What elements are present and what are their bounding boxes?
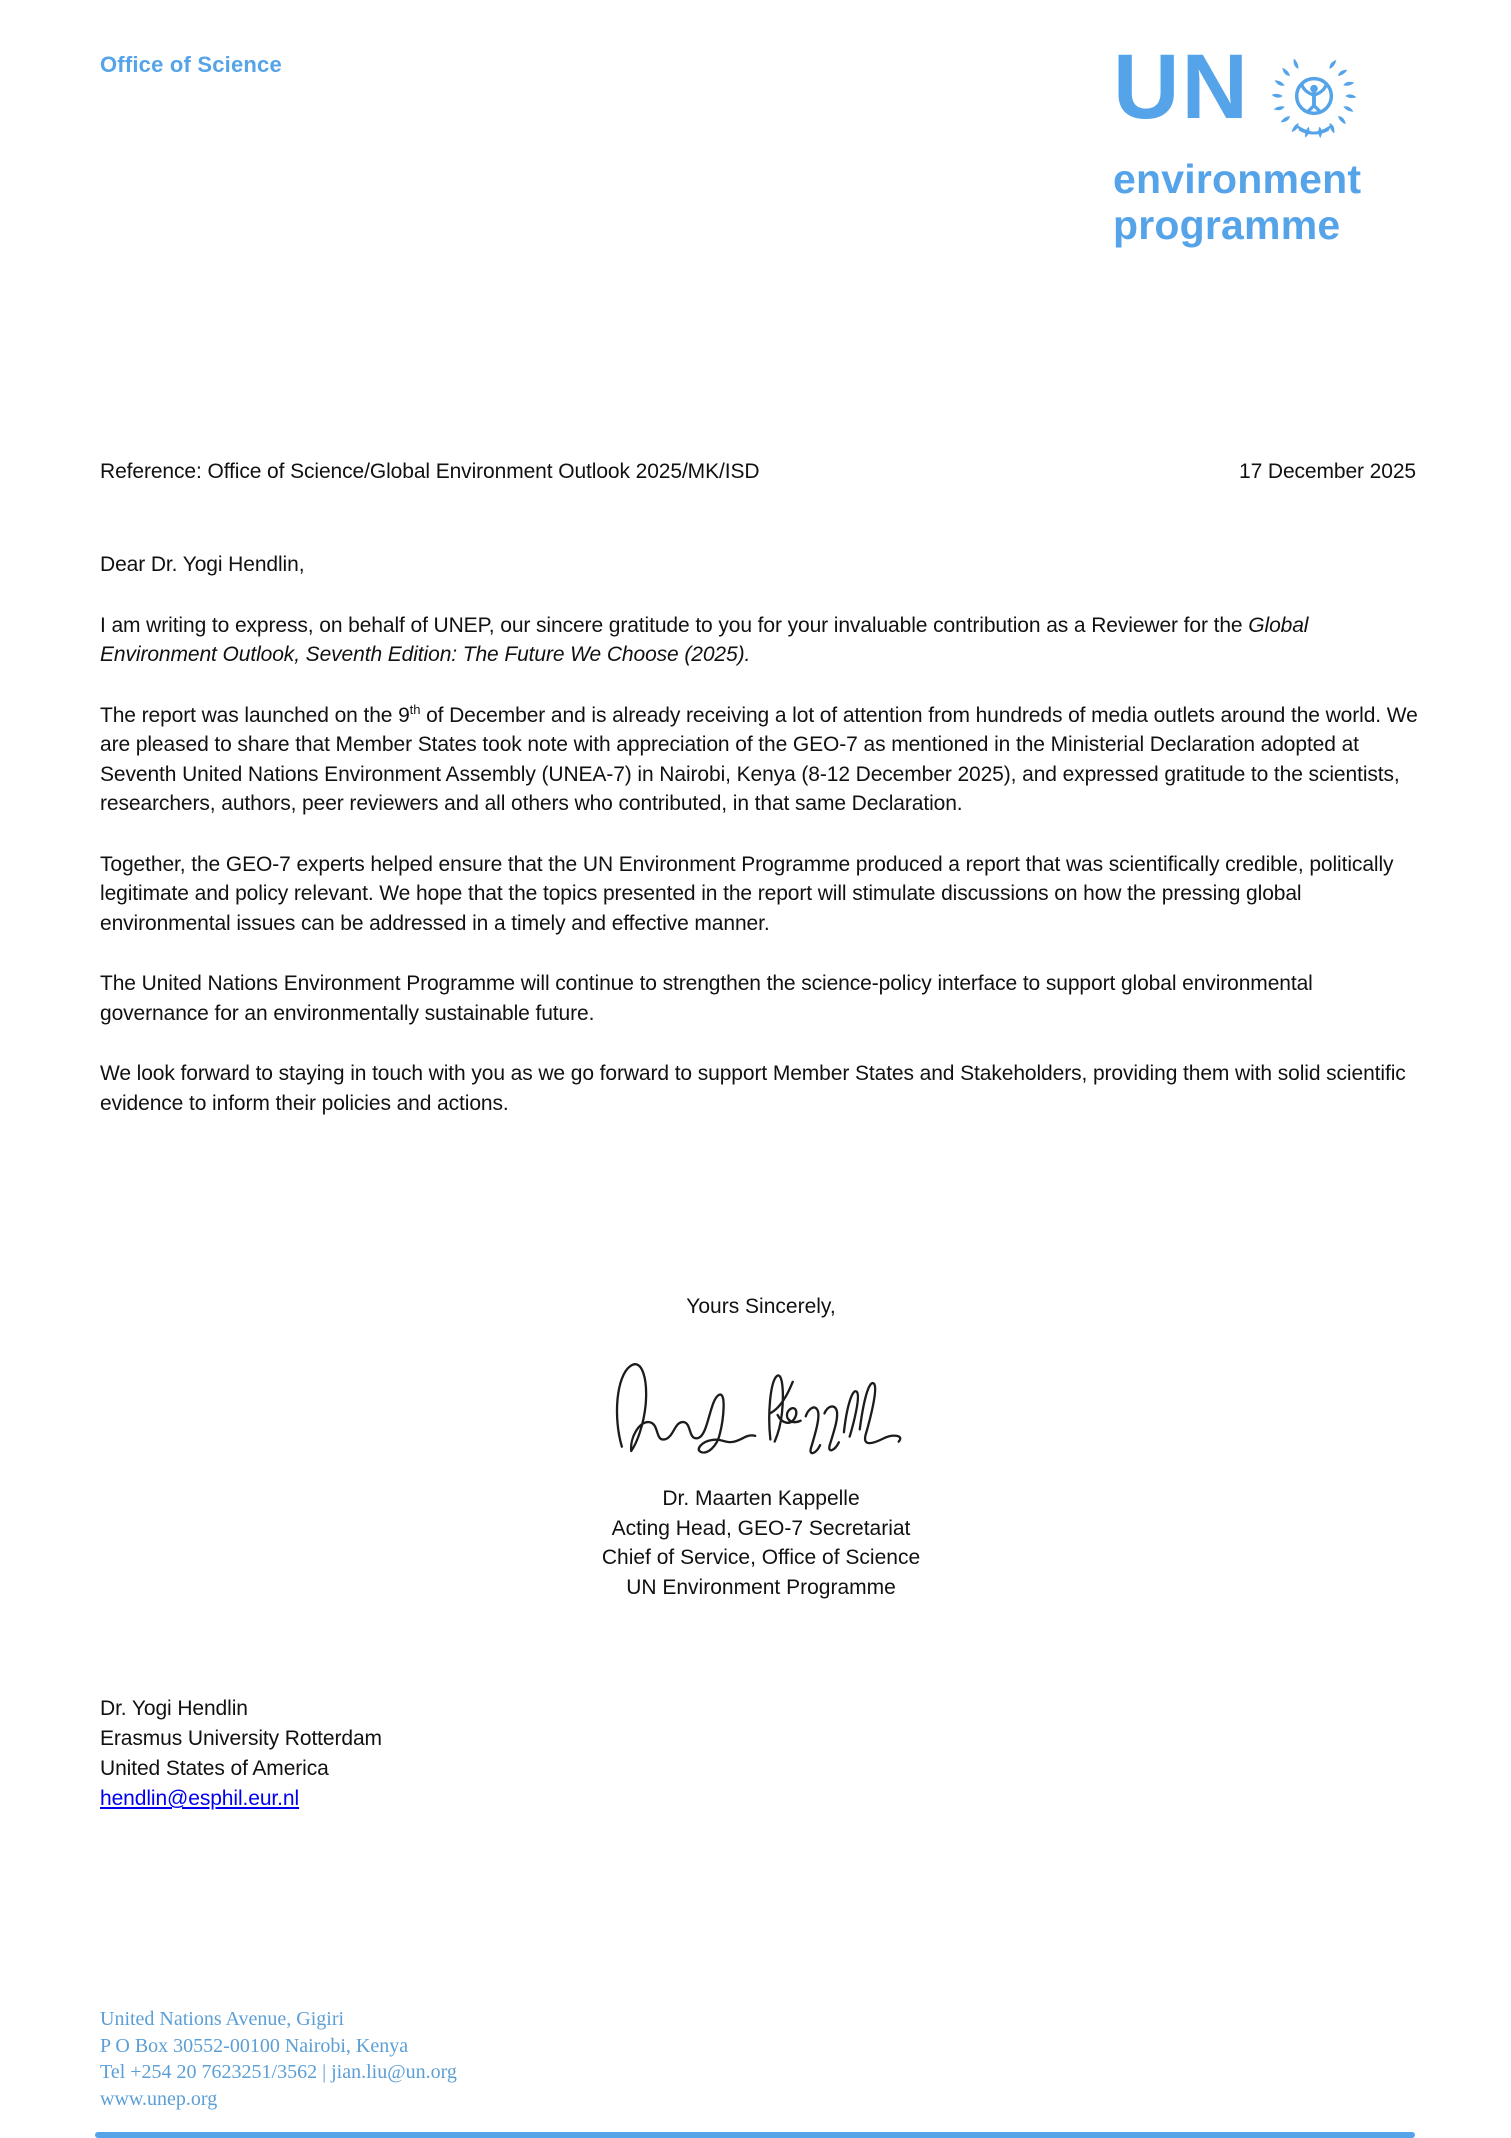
bottom-accent-bar [95,2132,1415,2138]
recipient-country: United States of America [100,1757,329,1780]
ordinal-superscript: th [409,701,421,717]
footer-address-line-2: P O Box 30552-00100 Nairobi, Kenya [100,2034,409,2057]
environment-wordmark: environment [1113,156,1362,202]
letter-date: 17 December 2025 [1238,460,1416,483]
unep-wreath-emblem-icon [1262,44,1366,148]
office-of-science-label: Office of Science [100,52,282,77]
recipient-affiliation: Erasmus University Rotterdam [100,1727,382,1750]
salutation: Dear Dr. Yogi Hendlin, [100,553,305,576]
paragraph-5: We look forward to staying in touch with you as we go forward to support Member States and Stakeholders, providing them with solid scientific evidence to inform their policies and actions. [100,1062,1406,1115]
closing-block [100,1292,1422,1602]
recipient-name: Dr. Yogi Hendlin [100,1697,248,1720]
handwritten-signature-image [100,1344,1422,1479]
paragraph-2-pre: The report was launched on the 9 [100,703,410,727]
footer-address-line-1: United Nations Avenue, Gigiri [100,2008,345,2030]
signer-title-3: UN Environment Programme [626,1575,896,1599]
unep-logo [1113,36,1425,249]
paragraph-1-text: I am writing to express, on behalf of UNEP, our sincere gratitude to you for your invaluable contribution as a Reviewer for the [100,613,1249,637]
paragraph-2-post: of December and is already receiving a lot of attention from hundreds of media outlets around the world. We are pleased to share that Member States took note with appreciation of the GEO-7 as mentioned in the Ministerial Declaration adopted at Seventh United Nations Environment Assembly (UNEA-7) in Nairobi, Kenya (8-12 December 2025), and expressed gratitude to the scientists, researchers, authors, peer reviewers and all others who contributed, in that same Declaration. [100,703,1418,815]
reference-row [100,460,1416,484]
paragraph-1 [100,611,1422,670]
report-title-italic: Global Environment Outlook, Seventh Edition: The Future We Choose (2025). [100,613,1309,666]
paragraph-3: Together, the GEO-7 experts helped ensure that the UN Environment Programme produced a report that was scientifically credible, politically legitimate and policy relevant. We hope that the topics presented in the report will stimulate discussions on how the pressing global environmental issues can be addressed in a timely and effective manner. [100,852,1394,935]
letter-body [100,550,1422,1149]
closing-salutation: Yours Sincerely, [686,1295,836,1318]
signer-title-1: Acting Head, GEO-7 Secretariat [611,1516,911,1540]
paragraph-2 [100,701,1422,819]
footer-address-block [100,2006,457,2112]
programme-wordmark: programme [1113,202,1341,249]
recipient-block [100,1694,382,1814]
footer-contact-line: Tel +254 20 7623251/3562 | jian.liu@un.org [100,2061,457,2083]
signer-name: Dr. Maarten Kappelle [662,1487,860,1510]
un-wordmark: UN [1113,36,1250,138]
paragraph-4: The United Nations Environment Programme will continue to strengthen the science-policy interface to support global environmental governance for an environmentally sustainable future. [100,972,1313,1025]
recipient-email-link[interactable]: hendlin@esphil.eur.nl [100,1787,300,1810]
signer-block [100,1484,1422,1602]
reference-line: Reference: Office of Science/Global Environment Outlook 2025/MK/ISD [100,460,760,483]
footer-website: www.unep.org [100,2087,218,2110]
signer-title-2: Chief of Service, Office of Science [601,1546,921,1569]
